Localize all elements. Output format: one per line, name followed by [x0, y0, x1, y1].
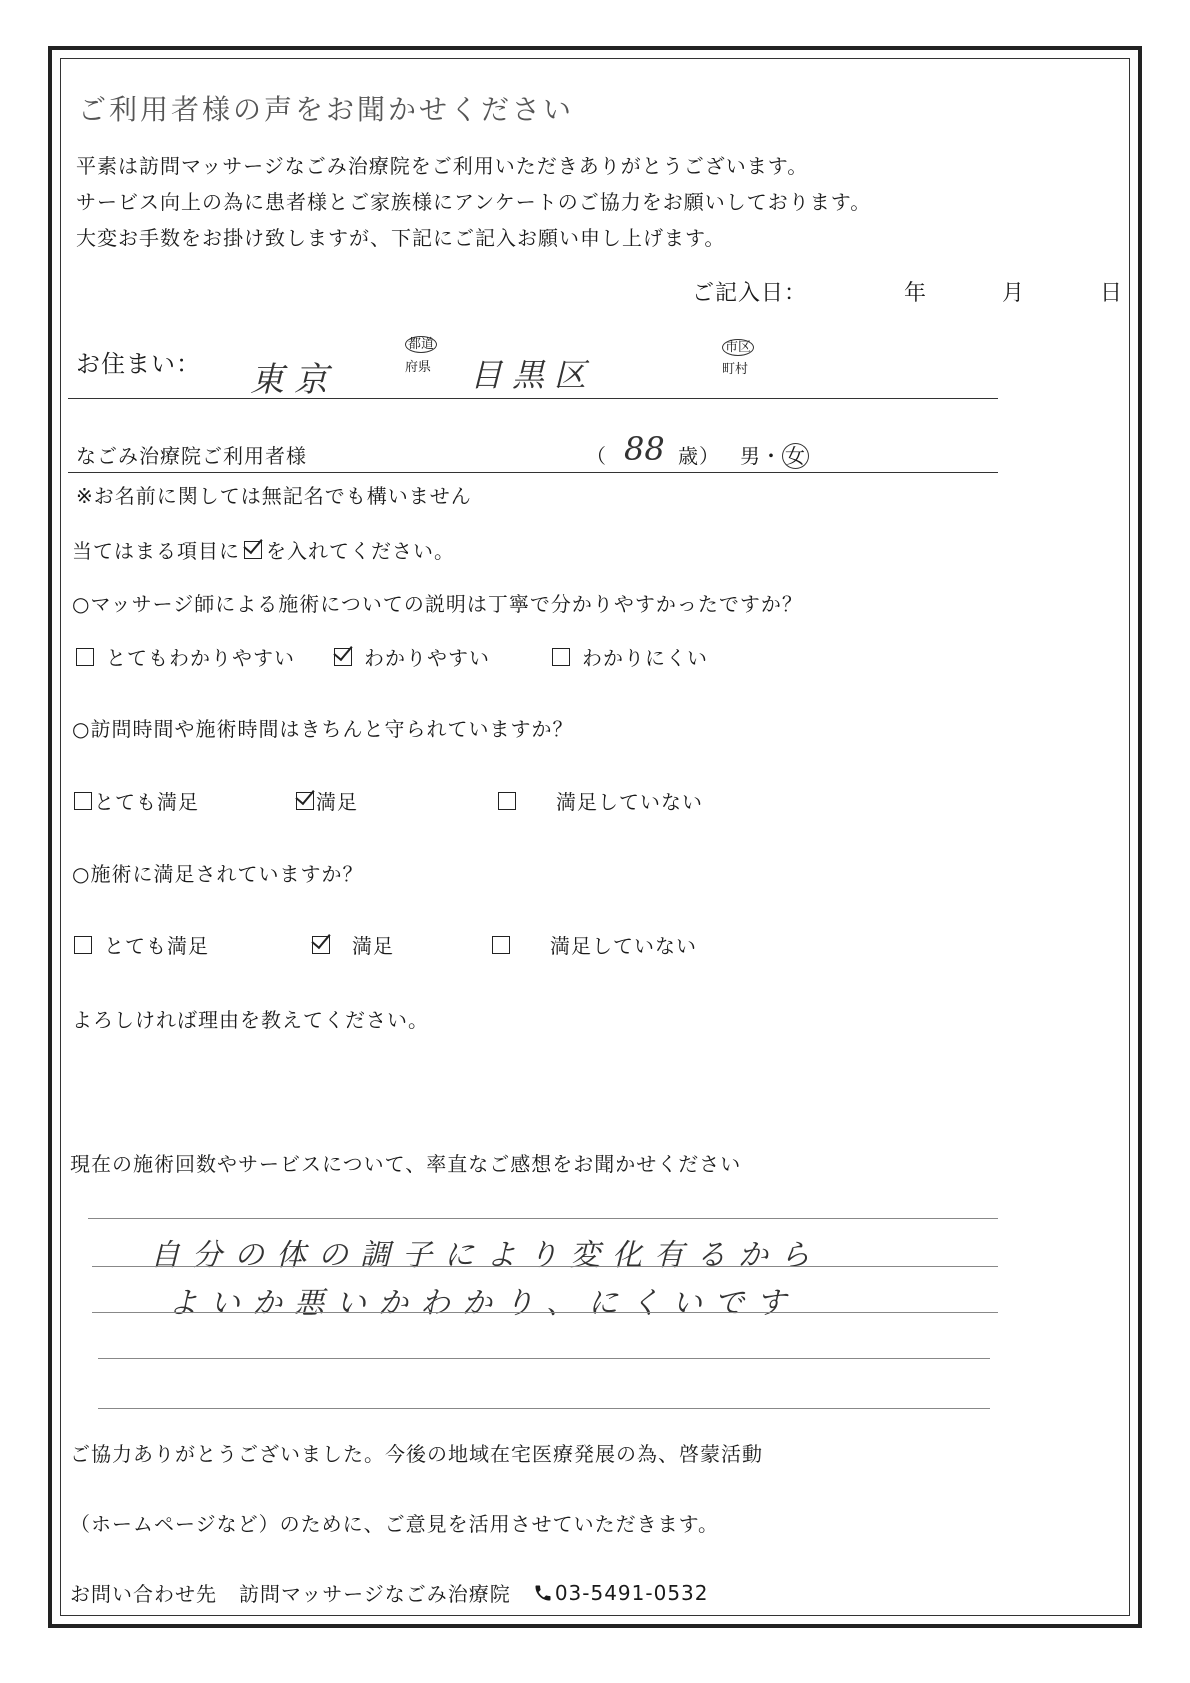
- closing-line-1: ご協力ありがとうございました。今後の地域在宅医療発展の為、啓蒙活動: [70, 1442, 763, 1466]
- form-inner-border: [60, 58, 1130, 1616]
- q3-option-satisfied[interactable]: 満足: [312, 930, 394, 959]
- question-1: ○マッサージ師による施術についての説明は丁寧で分かりやすかったですか？: [72, 592, 803, 616]
- intro-line-2: サービス向上の為に患者様とご家族様にアンケートのご協力をお願いしております。: [76, 190, 872, 214]
- feedback-line-2: [92, 1266, 998, 1267]
- clinic-name: 訪問マッサージなごみ治療院: [239, 1582, 511, 1606]
- q3-option-not-satisfied[interactable]: 満足していない: [492, 930, 697, 959]
- q1-checkbox-1[interactable]: [76, 648, 94, 666]
- q2-checkbox-1[interactable]: [74, 792, 92, 810]
- feedback-text-2[interactable]: よいか悪いかわかり、にくいです: [168, 1286, 798, 1321]
- feedback-line-1: [88, 1218, 998, 1219]
- q3-checkbox-2[interactable]: [312, 936, 330, 954]
- address-label: お住まい：: [76, 350, 201, 378]
- question-3: ○施術に満足されていますか？: [72, 862, 364, 886]
- contact-info: [70, 1578, 709, 1607]
- address-city-value[interactable]: 目黒区: [470, 356, 597, 394]
- gender-female-circled[interactable]: 女: [782, 443, 809, 469]
- feedback-line-4: [98, 1358, 990, 1359]
- q3-option-very-satisfied[interactable]: とても満足: [74, 930, 209, 959]
- intro-line-1: 平素は訪問マッサージなごみ治療院をご利用いただきありがとうございます。: [76, 154, 809, 178]
- date-year: 年: [904, 281, 928, 306]
- prefecture-unit-bottom: 府県: [405, 360, 432, 375]
- gender-male[interactable]: 男・: [740, 444, 782, 468]
- q1-checkbox-2[interactable]: [334, 648, 352, 666]
- q1-option-very-clear[interactable]: とてもわかりやすい: [76, 642, 295, 671]
- q3-checkbox-3[interactable]: [492, 936, 510, 954]
- q1-option-unclear[interactable]: わかりにくい: [552, 642, 708, 671]
- anonymous-note: ※お名前に関しては無記名でも構いません: [76, 484, 472, 508]
- feedback-line-5: [98, 1408, 990, 1409]
- city-unit-top: 市区: [722, 340, 754, 355]
- q2-checkbox-3[interactable]: [498, 792, 516, 810]
- intro-line-3: 大変お手数をお掛け致しますが、下記にご記入お願い申し上げます。: [76, 226, 726, 250]
- sample-checkbox-icon: [244, 541, 262, 559]
- prefecture-unit-top: 都道: [405, 337, 437, 352]
- closing-line-2: （ホームページなど）のために、ご意見を活用させていただきます。: [70, 1512, 719, 1536]
- user-label: なごみ治療院ご利用者様: [76, 444, 307, 468]
- feedback-prompt: 現在の施術回数やサービスについて、率直なご感想をお聞かせください: [70, 1152, 742, 1176]
- date-label: ご記入日：: [692, 281, 808, 306]
- date-month: 月: [1002, 281, 1026, 306]
- q2-option-satisfied[interactable]: 満足: [296, 786, 358, 815]
- gender-options[interactable]: [740, 440, 809, 469]
- reason-prompt: よろしければ理由を教えてください。: [72, 1008, 429, 1032]
- form-title: ご利用者様の声をお聞かせください: [78, 93, 575, 126]
- address-underline: [68, 398, 998, 399]
- q2-option-very-satisfied[interactable]: とても満足: [74, 786, 199, 815]
- user-underline: [68, 472, 998, 473]
- feedback-line-3: [92, 1312, 998, 1313]
- q1-checkbox-3[interactable]: [552, 648, 570, 666]
- phone-icon: [533, 1583, 553, 1603]
- question-2: ○訪問時間や施術時間はきちんと守られていますか？: [72, 717, 574, 741]
- address-prefecture-value[interactable]: 東京: [250, 360, 338, 400]
- age-open-paren: （: [586, 444, 607, 468]
- q3-checkbox-1[interactable]: [74, 936, 92, 954]
- contact-label: お問い合わせ先: [70, 1582, 217, 1606]
- age-value[interactable]: 88: [624, 430, 665, 468]
- q1-option-clear[interactable]: わかりやすい: [334, 642, 490, 671]
- q2-option-not-satisfied[interactable]: 満足していない: [498, 786, 703, 815]
- date-day: 日: [1100, 281, 1124, 306]
- feedback-text-1[interactable]: 自分の体の調子により変化有るから: [150, 1238, 822, 1273]
- phone-number[interactable]: 03-5491-0532: [554, 1580, 709, 1605]
- age-unit: 歳）: [678, 444, 720, 468]
- city-unit-bottom: 町村: [722, 362, 749, 377]
- checkbox-instruction: 当てはまる項目に を入れてください。: [72, 539, 455, 563]
- q2-checkbox-2[interactable]: [296, 792, 314, 810]
